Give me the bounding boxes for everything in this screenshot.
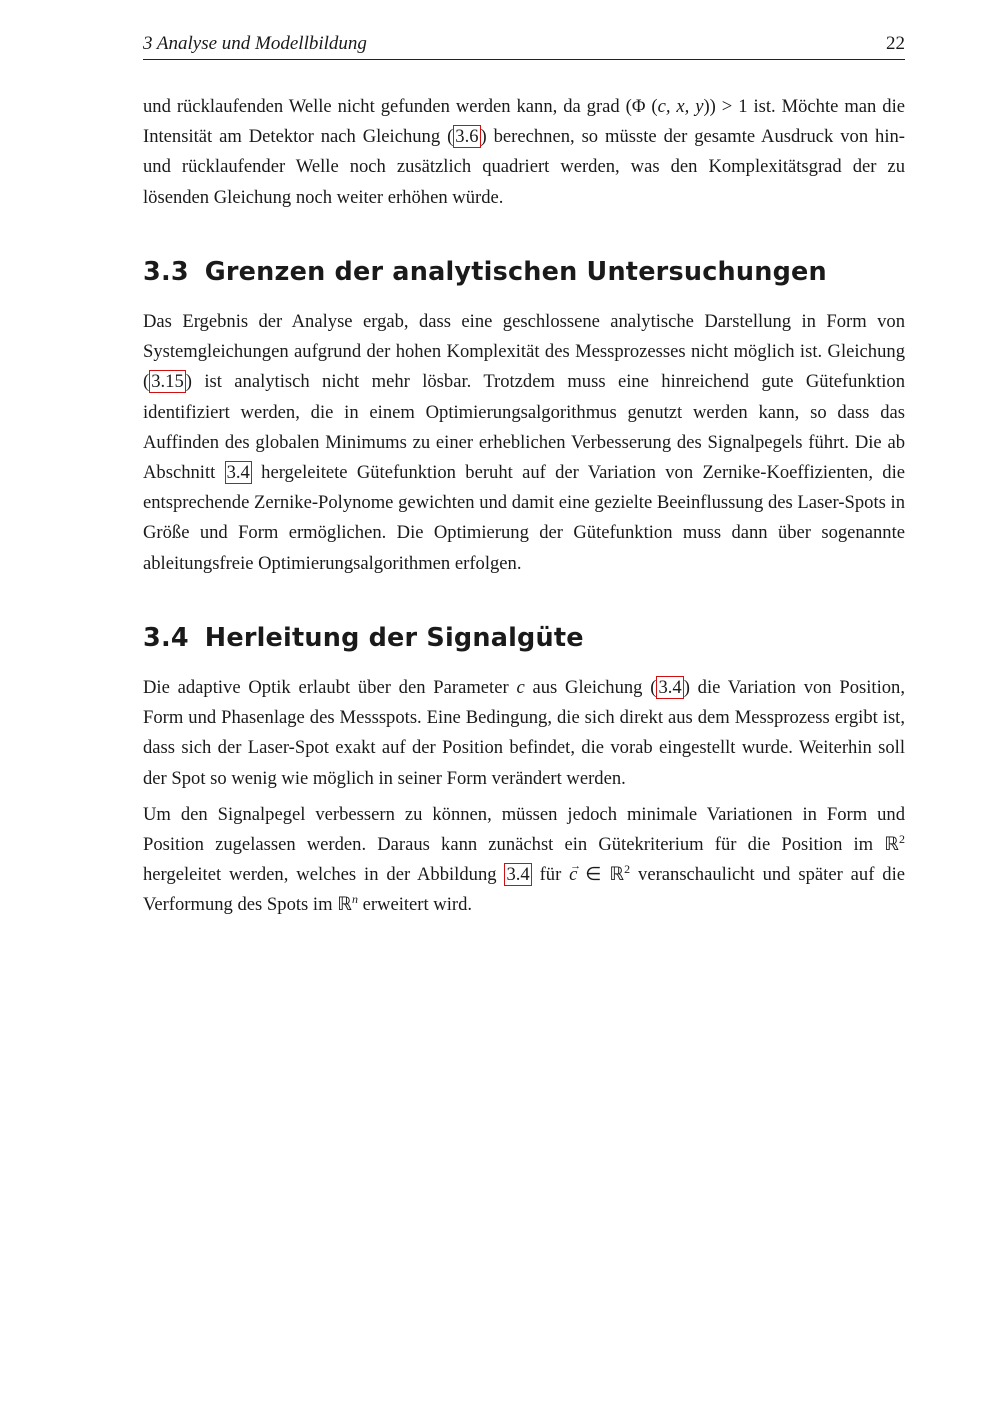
section-heading-3-4 xyxy=(143,623,905,653)
section-3-3-paragraph: Das Ergebnis der Analyse ergab, dass eine geschlossene analytische Darstellung in Form von Systemgleichungen aufgrund der hohen Komplexität des Messprozesses nicht möglich ist. Gleichung ( 3.15 ) ist analytisch nicht mehr lösbar. Trotzdem muss eine hinreichend gute Gütefunktion identifiziert werden, die in einem Optimierungsalgorithmus genutzt werden kann, so dass das Auffinden des globalen Minimums zu einer erheblichen Verbesserung des Signalpegels führt. Die ab Abschnitt 3.4 hergeleitete Gütefunktion beruht auf der Variation von Zernike-Koeffizienten, die entsprechende Zernike-Polynome gewichten und damit eine gezielte Beeinflussung des Laser-Spots in Größe und Form ermöglichen. Die Optimierung der Gütefunktion muss dann über sogenannte ableitungsfreie Optimierungsalgorithmen erfolgen. xyxy=(143,311,905,574)
section-reference-link[interactable]: 3.4 xyxy=(226,462,250,484)
math-real-set: ℝ xyxy=(884,834,899,856)
page-number: 22 xyxy=(886,33,905,54)
section-number: 3.4 xyxy=(143,622,189,653)
chapter-title: 3 Analyse und Modellbildung xyxy=(143,33,367,54)
figure-reference-link[interactable]: 3.4 xyxy=(506,864,530,886)
math-variable: c xyxy=(516,677,525,699)
math-expression: c, x, y xyxy=(657,96,704,117)
section-3-4-paragraph-1: Die adaptive Optik erlaubt über den Parameter c aus Gleichung ( 3.4 ) die Variation von Position, Form und Phasenlage des Messspots. Eine Bedingung, die sich direkt aus dem Messprozess ergibt ist, dass sich der Laser-Spot exakt auf der Position befindet, die vorab eingestellt wurde. Weiterhin soll der Spot so wenig wie möglich in seiner Form verändert werden. xyxy=(143,677,905,789)
intro-paragraph: und rücklaufenden Welle nicht gefunden werden kann, da grad (Φ (c, x, y)) > 1 ist. Möchte man die Intensität am Detektor nach Gleichung ( 3.6 ) berechnen, so müsste der gesamte Ausdruck von hin- und rücklaufender Welle noch zusätzlich quadriert werden, was den Komplexitätsgrad der zu lösenden Gleichung noch weiter erhöhen würde. xyxy=(143,96,905,208)
equation-reference-link[interactable]: 3.6 xyxy=(455,126,479,148)
section-3-4-paragraph-2: Um den Signalpegel verbessern zu können, müssen jedoch minimale Variationen in Form und Position zugelassen werden. Daraus kann zunächst ein Gütekriterium für die Position im ℝ$^2$ hergeleitet werden, welches in der Abbildung 3.4 für → c ∈ ℝ$^2$ veranschaulicht und später auf die Verformung des Spots im ℝ$^n$ erweitert wird. xyxy=(143,800,905,921)
equation-reference-link[interactable]: 3.15 xyxy=(151,371,184,393)
section-heading-3-3 xyxy=(143,257,905,287)
math-real-set: ℝ xyxy=(337,894,352,916)
section-title: Grenzen der analytischen Untersuchungen xyxy=(204,256,827,287)
running-header xyxy=(143,31,905,60)
math-vector: → c xyxy=(569,860,577,890)
math-real-set: ℝ xyxy=(609,864,625,886)
section-title: Herleitung der Signalgüte xyxy=(204,622,584,653)
section-number: 3.3 xyxy=(143,256,189,287)
equation-reference-link[interactable]: 3.4 xyxy=(658,677,682,699)
document-body xyxy=(143,92,905,921)
